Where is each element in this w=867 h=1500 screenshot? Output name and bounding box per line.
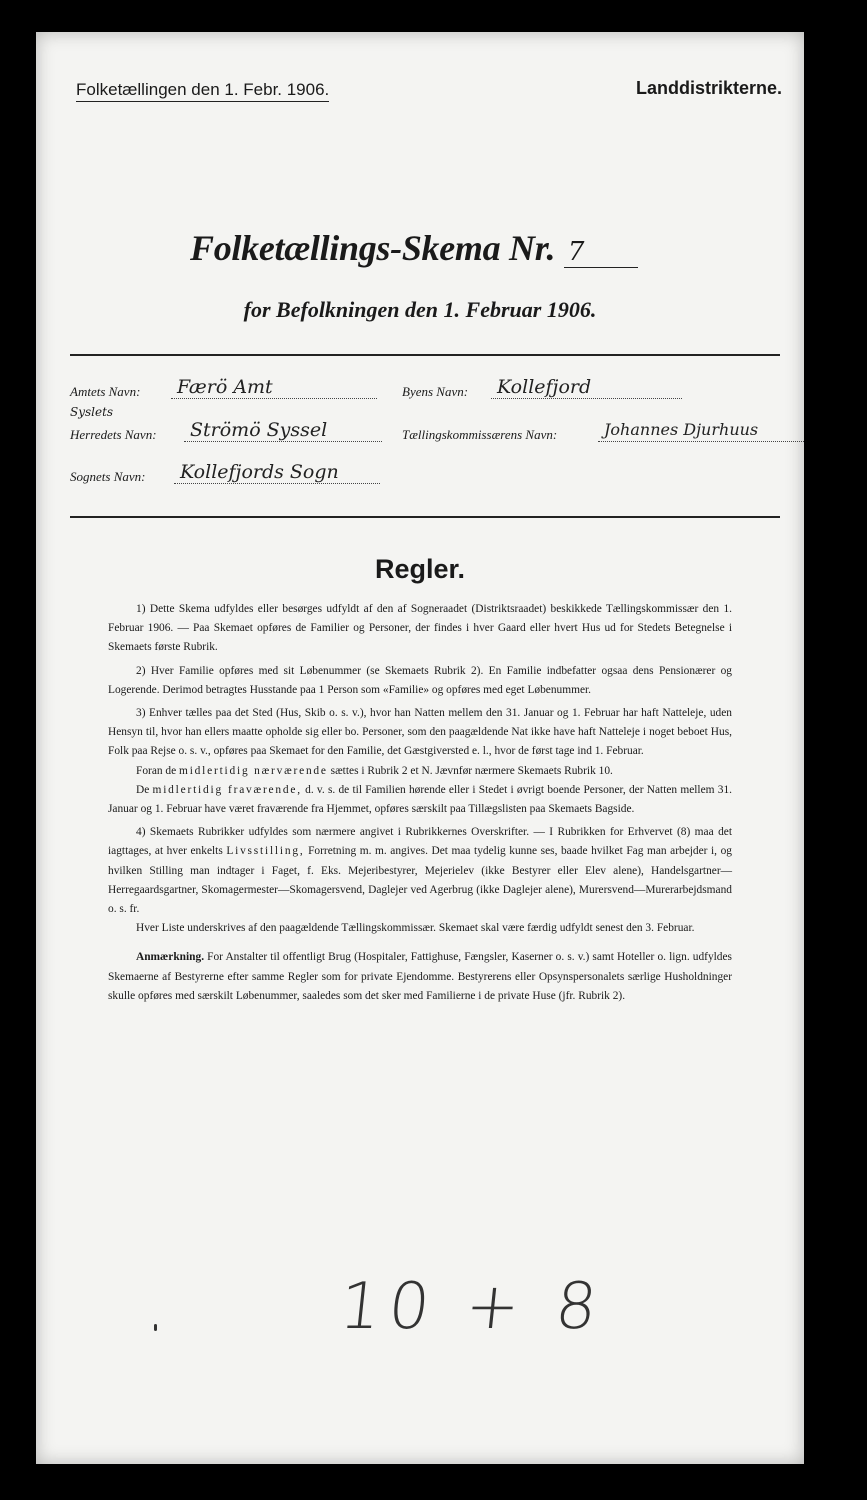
rule-3-present-emph: midlertidig nærværende	[179, 764, 328, 777]
rule-note	[108, 948, 732, 1006]
rule-3-absent-emph: midlertidig fraværende,	[152, 783, 302, 796]
form-subtitle: for Befolkningen den 1. Februar 1906.	[243, 297, 597, 322]
ink-mark	[154, 1324, 157, 1331]
rule-3-present-pre: Foran de	[136, 764, 177, 777]
sogn-value: Kollefjords Sogn	[174, 461, 380, 484]
rule-3-present	[108, 762, 732, 781]
census-form-page	[36, 32, 804, 1464]
kommissaer-label: Tællingskommissærens Navn:	[402, 427, 558, 442]
amt-label: Amtets Navn:	[70, 384, 141, 399]
rule-note-text: For Anstalter til offentligt Brug (Hospitaler, Fattighuse, Fængsler, Kaserner o. s. v.) samt Hoteller o. lign. udfyldes Skemaerne af Bestyrerne efter samme Regler som for private Ejendomme. Bestyrerens eller Opsynspersonalets særlige Husholdninger skulle opføres med særskilt Løbenummer, saaledes som det sker med Familierne i de private Huse (jfr. Rubrik 2).	[108, 951, 732, 1002]
rule-3-present-post: sættes i Rubrik 2 et N. Jævnfør nærmere Skemaets Rubrik 10.	[330, 764, 613, 777]
rule-2: 2) Hver Familie opføres med sit Løbenummer (se Skemaets Rubrik 2). En Familie indbefatter ogsaa dens Pensionærer og Logerende. Derimod betragtes Husstande paa 1 Person som «Familie» og opføres med eget Løbenummer.	[108, 664, 732, 696]
byen-value: Kollefjord	[491, 376, 682, 399]
kommissaer-value: Johannes Djurhuus	[598, 419, 804, 442]
divider-top	[70, 354, 780, 356]
rule-3-absent-post: d. v. s. de til Familien hørende eller i Stedet i øvrigt boende Personer, der Natten mellem 31. Januar og 1. Februar have været fraværende fra Hjemmet, opføres særskilt paa Tillægslisten paa Skemaets Bagside.	[108, 783, 732, 816]
rule-5: Hver Liste underskrives af den paagældende Tællingskommissær. Skemaet skal være færdig udfyldt senest den 3. Februar.	[136, 922, 695, 935]
header-district-type: Landdistrikterne.	[635, 78, 782, 98]
rule-3: 3) Enhver tælles paa det Sted (Hus, Skib o. s. v.), hvor han Natten mellem den 31. Januar og 1. Februar har haft Natteleje, uden Hensyn til, hvor han ellers maatte opholde sig eller bo. Personer, som den paagældende Nat ikke have haft Natteleje i noget beboet Hus, Folk paa Rejse o. s. v., opføres paa Skemaet for den Familie, det Gæstgiversted e. l., hvor de først tage ind 1. Februar.	[108, 707, 732, 758]
rule-4-emph: Livsstilling,	[226, 845, 305, 858]
margin-note: Syslets	[70, 405, 114, 419]
rule-1: 1) Dette Skema udfyldes eller besørges udfyldt af den af Sogneraadet (Distriktsraadet) beskikkede Tællingskommissær den 1. Februar 1906. — Paa Skemaet opføres de Familier og Personer, der findes i hver Gaard eller hvert Hus ud for Stedets Betegnelse i Skemaets første Rubrik.	[108, 603, 732, 654]
rule-4-post: Forretning m. m. angives. Det maa tydelig kunne ses, baade hvilket Fag man arbejder i, og hvilken Stilling man indtager i Faget, f. Eks. Mejeribestyrer, Mejerielev (ikke Bestyrer eller Elev alene), Handelsgartner—Herregaardsgartner, Skomagermester—Skomagersvend, Daglejer ved Agerbrug (ikke Daglejer alene), Murersvend—Murerarbejdsmand o. s. fr.	[108, 845, 732, 916]
rule-3-absent	[108, 781, 732, 819]
byen-label: Byens Navn:	[402, 384, 469, 399]
form-title-text: Folketællings-Skema Nr.	[190, 228, 556, 268]
rules-body	[108, 600, 732, 1010]
form-number: 7	[564, 237, 638, 268]
amt-value: Færö Amt	[171, 376, 377, 399]
header-census-date: Folketællingen den 1. Febr. 1906.	[76, 80, 329, 102]
rule-4	[108, 823, 732, 919]
rule-4-pre: 4) Skemaets Rubrikker udfyldes som nærmere angivet i Rubrikkernes Overskrifter. — I Rubrikken for Erhvervet (8) maa det iagttages, at hver enkelts	[108, 826, 732, 858]
sogn-label: Sognets Navn:	[70, 469, 146, 484]
rules-title: Regler.	[374, 554, 466, 584]
rule-note-label: Anmærkning.	[136, 951, 205, 964]
herred-label: Herredets Navn:	[70, 427, 157, 442]
herred-value: Strömö Syssel	[184, 419, 382, 442]
form-title	[190, 227, 638, 269]
divider-bottom	[70, 516, 780, 518]
rule-3-absent-pre: De	[136, 783, 150, 796]
handwritten-count: 10 + 8	[336, 1270, 609, 1344]
